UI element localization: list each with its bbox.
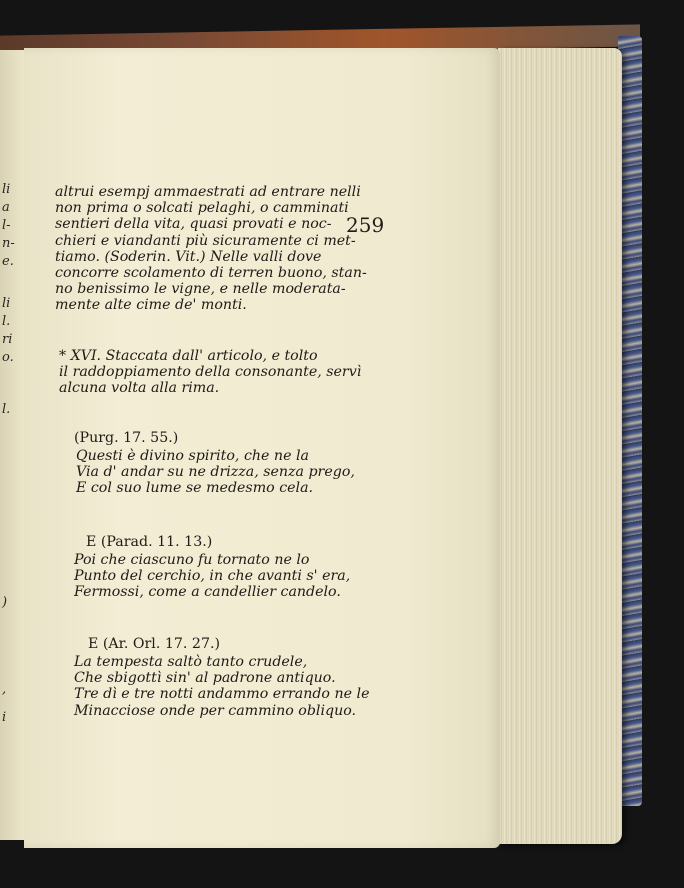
verse-line: Questi è divino spirito, che ne la: [76, 448, 309, 464]
left-fragment: l-: [2, 218, 11, 233]
page-fore-edge: [498, 48, 622, 844]
left-fragment: i: [2, 710, 7, 725]
left-fragment: ri: [2, 332, 13, 347]
verse-quote-1: [76, 448, 355, 497]
verse-line: Fermossi, come a candellier candelo.: [74, 584, 341, 601]
text-line: chieri e viandanti più sicuramente ci met-: [55, 232, 356, 249]
quote-reference-3: E (Ar. Orl. 17. 27.): [88, 636, 221, 652]
page-number: 259: [346, 213, 385, 237]
verse-line: Poi che ciascuno fu tornato ne lo: [74, 552, 310, 568]
text-line: alcuna volta alla rima.: [59, 380, 220, 397]
book-page: [24, 48, 500, 848]
verse-line: Tre dì e tre notti andammo errando ne le: [74, 686, 370, 703]
left-fragment: li: [2, 182, 11, 197]
quote-reference-2: E (Parad. 11. 13.): [86, 534, 213, 550]
left-fragment: ,: [2, 682, 7, 697]
left-fragment: li: [2, 296, 11, 311]
left-fragment: l.: [2, 402, 11, 417]
text-line: mente alte cime de' monti.: [55, 297, 247, 314]
text-line: non prima o solcati pelaghi, o camminati: [55, 200, 349, 217]
paragraph-2: [59, 348, 361, 397]
verse-line: Via d' andar su ne drizza, senza prego,: [76, 464, 355, 481]
left-fragment: n-: [2, 236, 15, 251]
left-page-sliver: [0, 50, 25, 840]
text-line: altrui esempj ammaestrati ad entrare nelli: [55, 184, 361, 200]
left-fragment: l.: [2, 314, 11, 329]
left-fragment: a: [2, 200, 10, 215]
verse-line: La tempesta saltò tanto crudele,: [74, 654, 308, 670]
text-line: * XVI. Staccata dall' articolo, e tolto: [59, 348, 318, 364]
verse-line: Punto del cerchio, in che avanti s' era,: [74, 568, 351, 585]
text-line: sentieri della vita, quasi provati e noc-: [55, 216, 332, 233]
left-fragment: e.: [2, 254, 14, 269]
verse-line: Minacciose onde per cammino obliquo.: [74, 702, 357, 719]
left-fragment: o.: [2, 350, 14, 365]
quote-reference-1: (Purg. 17. 55.): [74, 430, 179, 446]
verse-quote-3: [74, 654, 369, 719]
verse-line: Che sbigottì sin' al padrone antiquo.: [74, 670, 336, 687]
text-line: il raddoppiamento della consonante, servì: [59, 364, 362, 381]
verse-line: E col suo lume se medesmo cela.: [76, 480, 314, 497]
left-fragment: ): [2, 595, 8, 610]
verse-quote-2: [74, 552, 350, 601]
paragraph-1: [55, 184, 367, 314]
text-line: no benissimo le vigne, e nelle moderata-: [55, 281, 346, 298]
text-line: tiamo. (Soderin. Vit.) Nelle valli dove: [55, 248, 322, 265]
text-line: concorre scolamento di terren buono, stan-: [55, 265, 367, 282]
